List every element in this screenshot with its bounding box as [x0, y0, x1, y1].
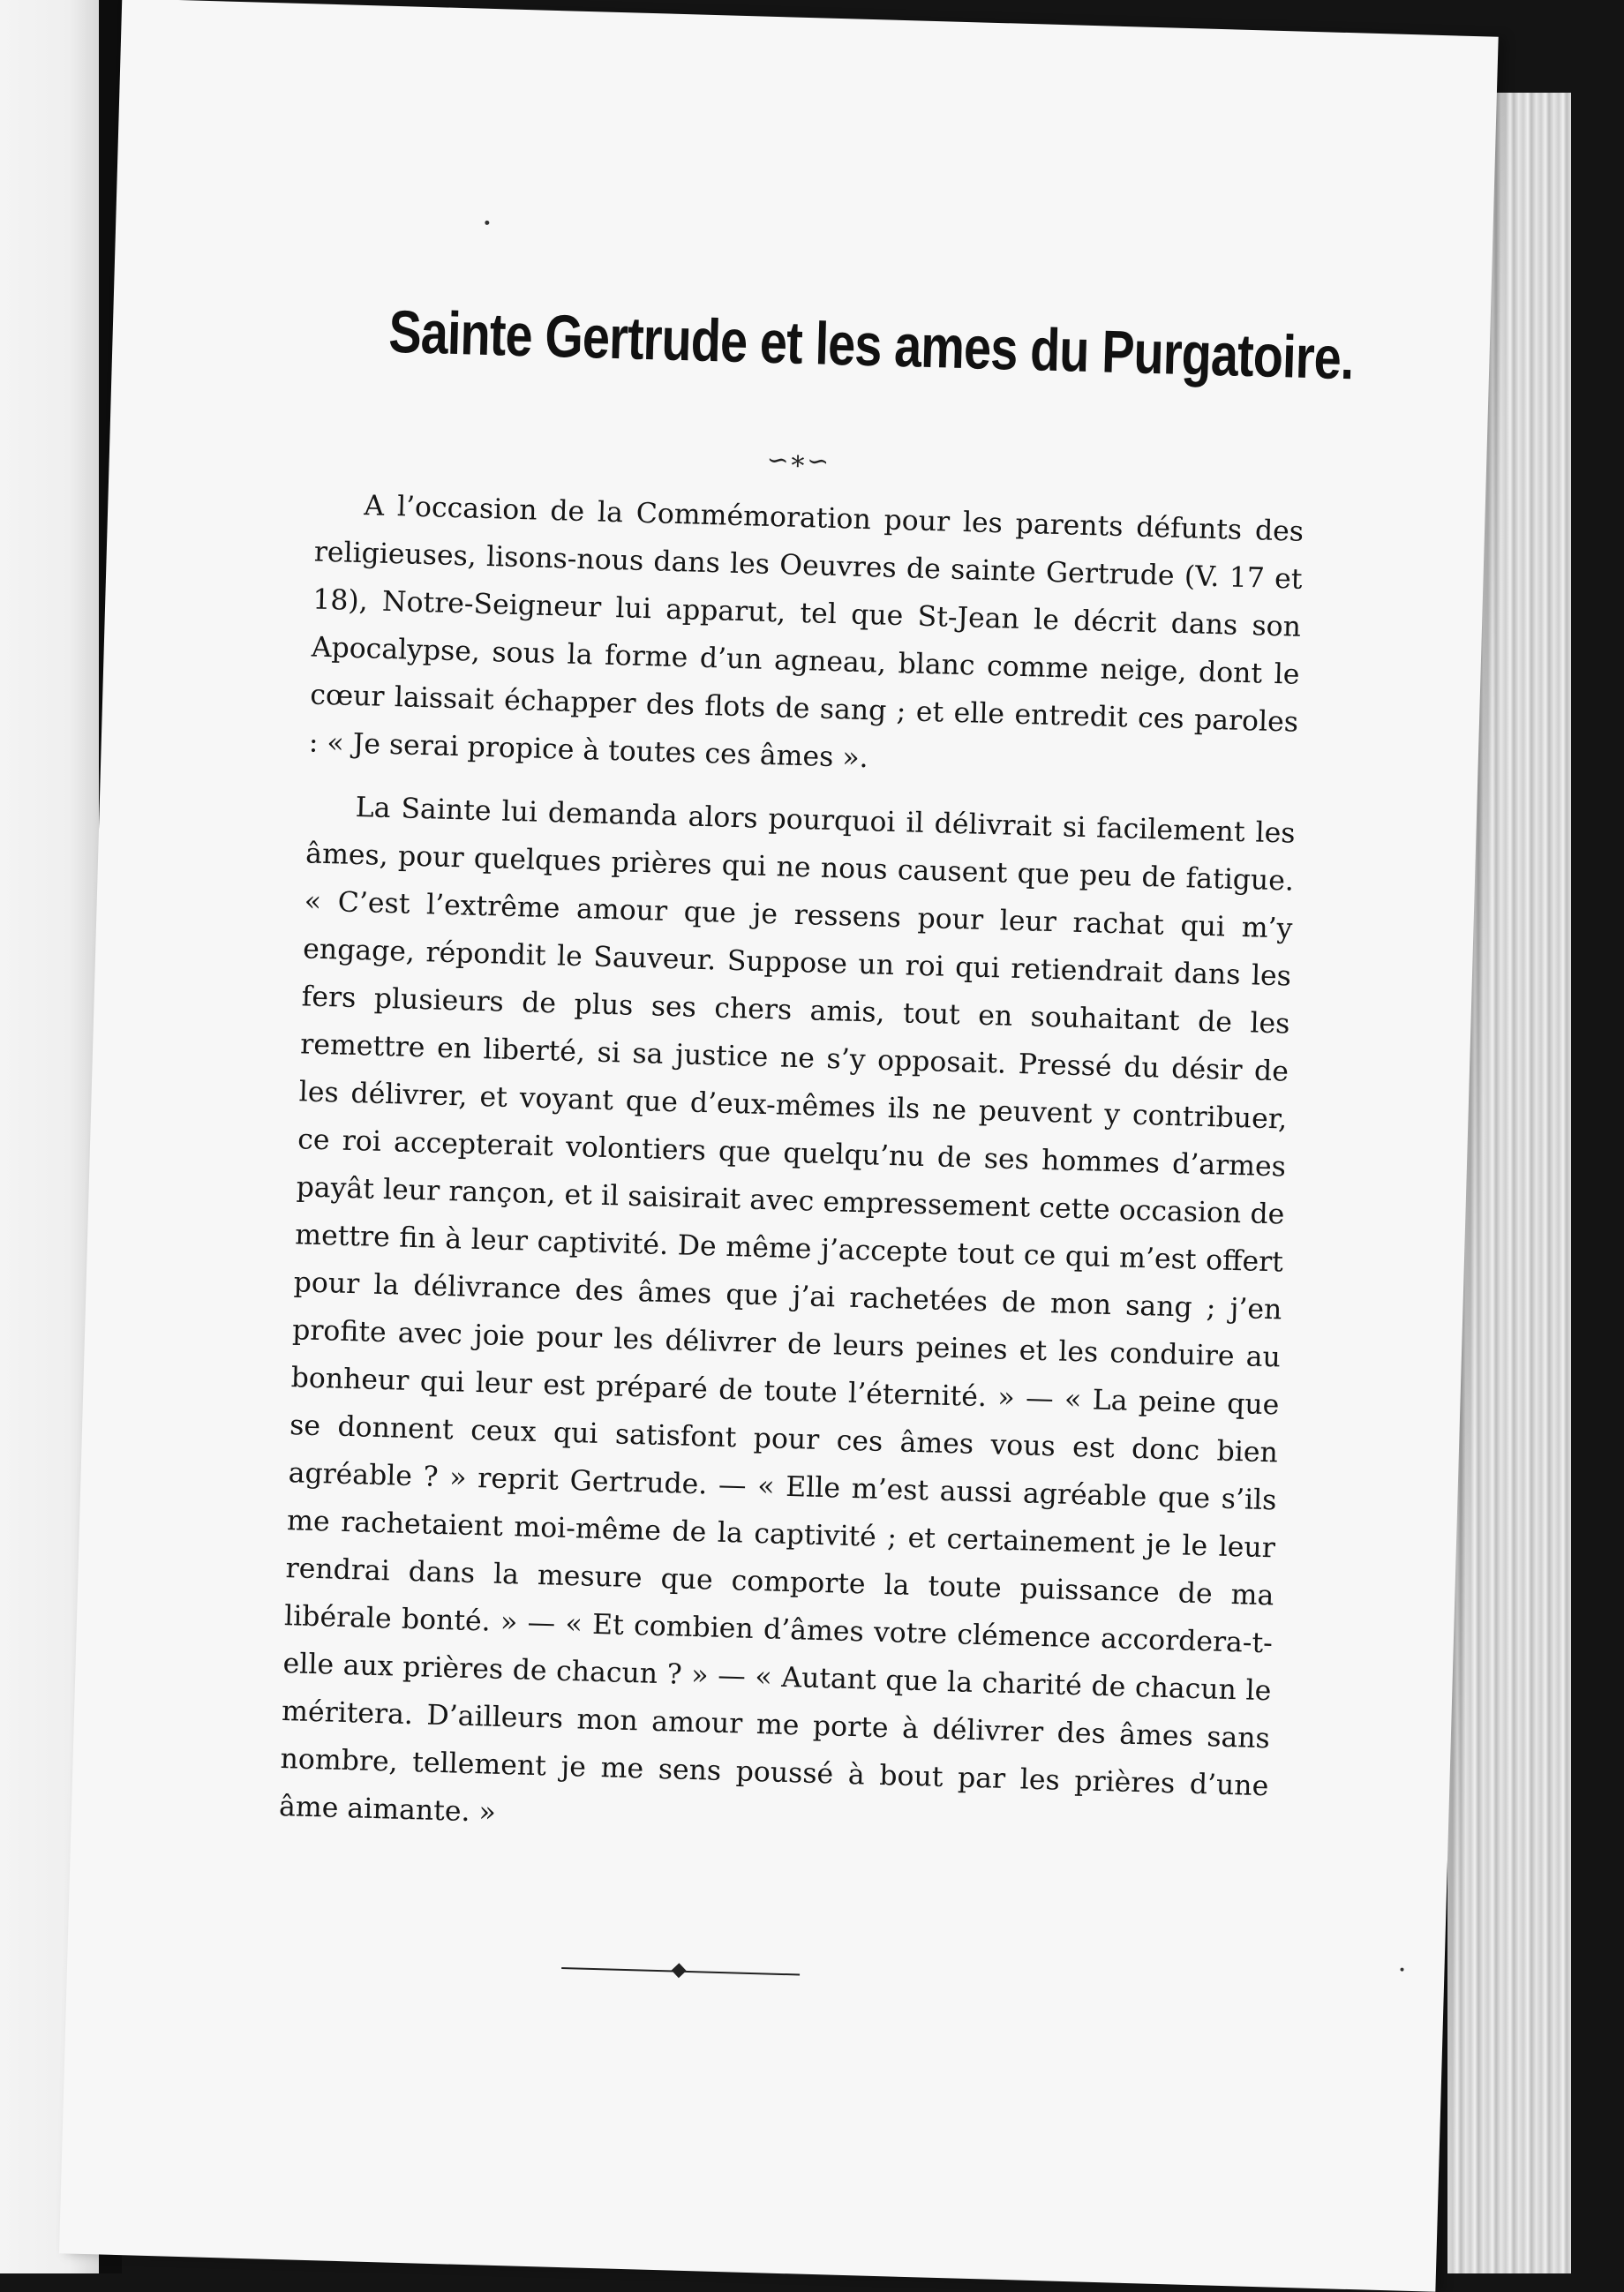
- paper-speck: [485, 221, 489, 225]
- body-text: [278, 481, 1304, 1875]
- page-title: Sainte Gertrude et les ames du Purgatoire.: [387, 297, 1355, 393]
- paragraph-2: La Sainte lui demanda alors pourquoi il délivrait si facilement les âmes, pour quelques prières qui ne nous causent que peu de fatigue. « C’est l’extrême amour que je ressens pour leur rachat qui m’y engage, répondit le Sauveur. Suppose un roi qui retiendrait dans les fers plusieurs de plus ses chers amis, tout en souhaitant de les remettre en liberté, si sa justice ne s’y opposait. Pressé du désir de les délivrer, et voyant que d’eux-mêmes ils ne peuvent y contribuer, ce roi accepterait volontiers que quelqu’nu de ses hommes d’armes payât leur rançon, et il saisirait avec empressement cette occasion de mettre fin à leur captivité. De même j’accepte tout ce qui m’est offert pour la délivrance des âmes que j’ai rachetées de mon sang ; j’en profite avec joie pour les délivrer de leurs peines et les conduire au bonheur qui leur est préparé de toute l’éternité. » — « La peine que se donnent ceux qui satisfont pour ces âmes vous est donc bien agréable ? » reprit Gertrude. — « Elle m’est aussi agréable que s’ils me rachetaient moi-même de la captivité ; et certainement je le leur rendrai dans la mesure que comporte la toute puissance de ma libérale bonté. » — « Et combien d’âmes votre clémence accordera-t-elle aux prières de chacun ? » — « Autant que la charité de chacun le méritera. D’ailleurs mon amour me porte à délivrer des âmes sans nombre, tellement je me sens poussé à bout par les prières d’une âme aimante. »: [278, 791, 1296, 1829]
- paragraph-1: A l’occasion de la Commémoration pour les parents défunts des religieuses, lisons-nous dans les Oeuvres de sainte Gertrude (V. 17 et 18), Notre-Seigneur lui apparut, tel que St-Jean le décrit dans son Apocalypse, sous la forme d’un agneau, blanc comme neige, dont le cœur laissait échapper des flots de sang ; et elle entredit ces paroles : « Je serai propice à toutes ces âmes ».: [308, 490, 1304, 775]
- book-page: [59, 0, 1499, 2292]
- title-ornament: ∽∗∽: [766, 444, 830, 477]
- end-ornament-rule: [561, 1958, 801, 1986]
- end-rule-diamond-icon: [672, 1963, 687, 1978]
- paper-speck: [1400, 1968, 1403, 1972]
